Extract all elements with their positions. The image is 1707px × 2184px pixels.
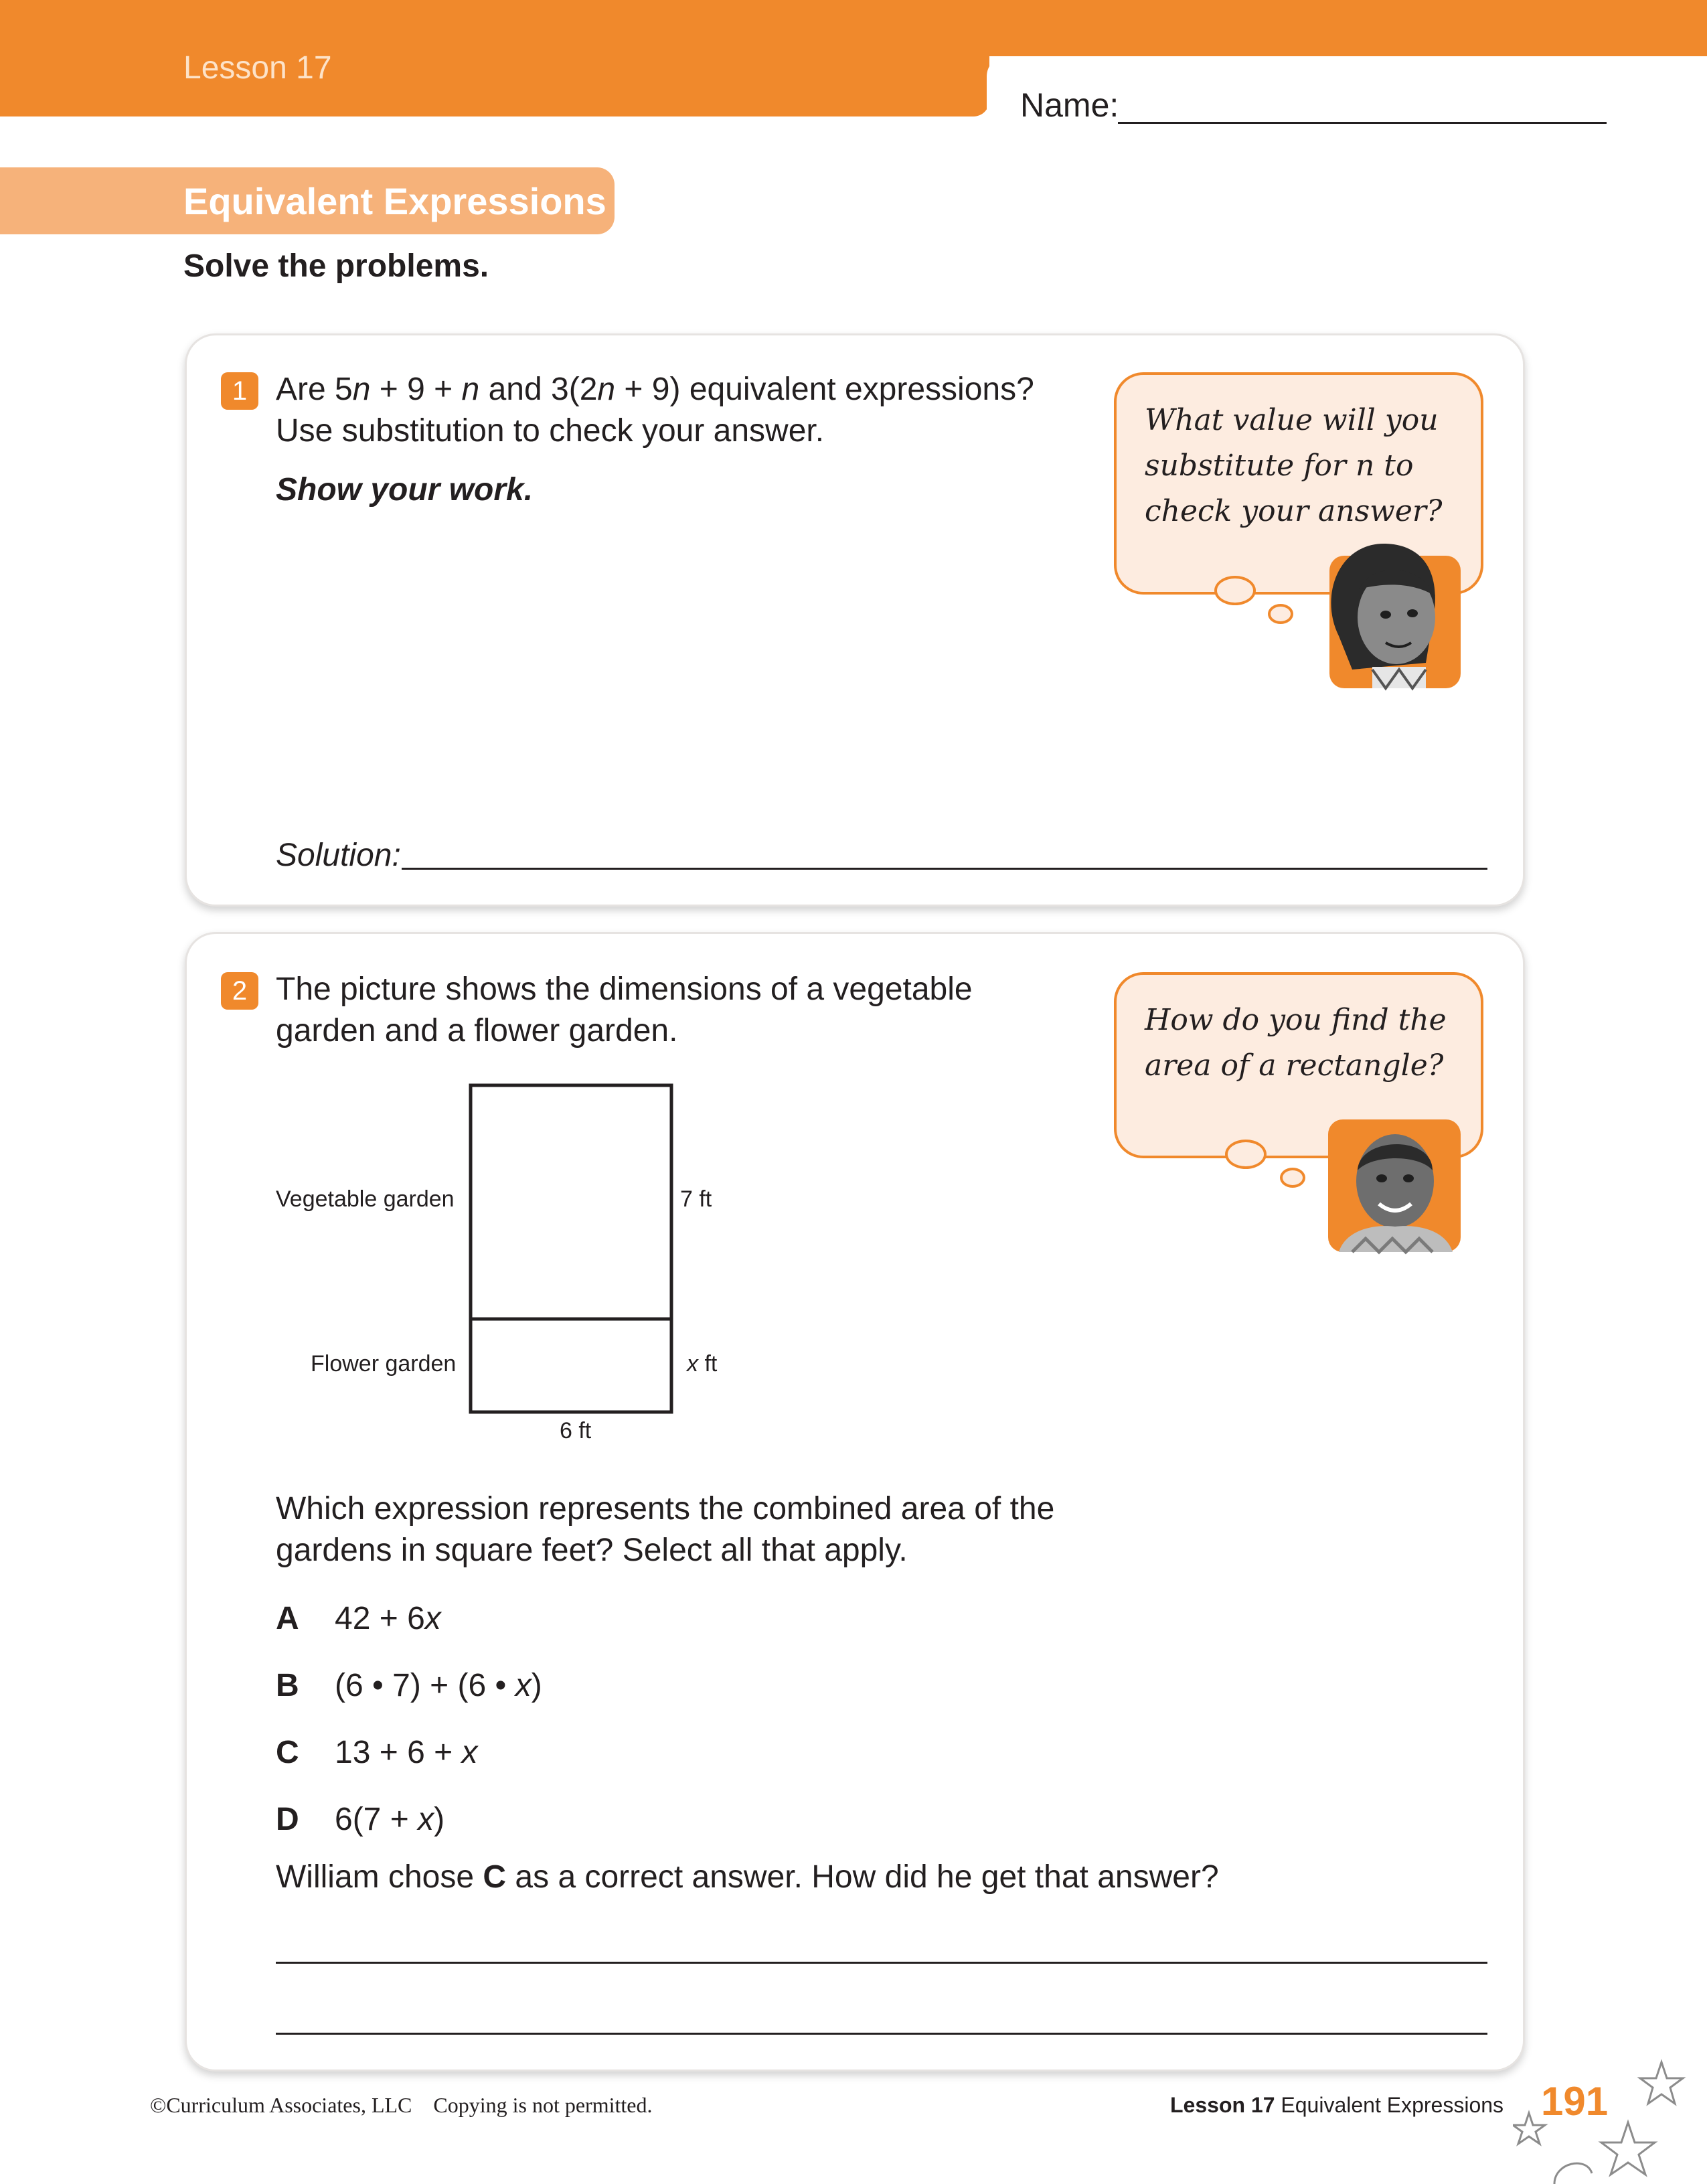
problem-2-intro-line-1: The picture shows the dimensions of a vegetable — [276, 971, 973, 1007]
thought-dot-small — [1280, 1168, 1305, 1188]
option-letter: B — [276, 1668, 299, 1703]
section-title: Equivalent Expressions — [183, 180, 606, 222]
thought-dot-large — [1225, 1140, 1267, 1169]
problem-1-question: Are 5n + 9 + n and 3(2n + 9) equivalent expressions? — [276, 372, 1034, 407]
name-field[interactable] — [1118, 122, 1607, 124]
option-letter: C — [276, 1735, 299, 1770]
option-expression: 13 + 6 + x — [335, 1735, 478, 1770]
answer-line-2[interactable] — [276, 2033, 1487, 2035]
answer-line-1[interactable] — [276, 1962, 1487, 1964]
instructions: Solve the problems. — [183, 248, 489, 284]
show-work-label: Show your work. — [276, 472, 534, 508]
thought-dot-large — [1214, 576, 1256, 605]
flower-garden-label: Flower garden — [311, 1351, 457, 1377]
boy-avatar-icon — [1325, 1117, 1463, 1255]
copyright-text: ©Curriculum Associates, LLC Copying is not permitted. — [150, 2093, 653, 2117]
vegetable-height-label: 7 ft — [680, 1186, 712, 1212]
problem-2-question-line-1: Which expression represents the combined area of the — [276, 1491, 1055, 1527]
option-expression: 42 + 6x — [335, 1601, 441, 1636]
name-label: Name: — [1020, 86, 1119, 124]
garden-outline — [471, 1085, 671, 1412]
lesson-tab — [0, 0, 989, 116]
option-letter: A — [276, 1601, 299, 1636]
hint-2-line-1: How do you find the — [1145, 1003, 1447, 1037]
hint-2-line-2: area of a rectangle? — [1145, 1048, 1444, 1083]
flower-height-label: x ft — [687, 1351, 718, 1377]
problem-2-question-line-2: gardens in square feet? Select all that apply. — [276, 1533, 908, 1568]
lesson-label: Lesson 17 — [183, 50, 332, 86]
solution-label: Solution: — [276, 838, 401, 873]
garden-diagram — [469, 1083, 676, 1414]
problem-2-intro-line-2: garden and a flower garden. — [276, 1013, 678, 1048]
problem-1-number: 1 — [221, 372, 258, 410]
hint-1-line-2: substitute for n to — [1145, 449, 1414, 483]
footer-lesson: Lesson 17 Equivalent Expressions — [1170, 2093, 1504, 2117]
page-number: 191 — [1541, 2079, 1609, 2124]
solution-answer-line[interactable] — [402, 868, 1487, 870]
vegetable-garden-label: Vegetable garden — [276, 1186, 455, 1212]
hint-1-line-3: check your answer? — [1145, 494, 1443, 528]
width-label: 6 ft — [560, 1418, 592, 1444]
followup-question: William chose C as a correct answer. How did he get that answer? — [276, 1859, 1219, 1895]
option-expression: (6 • 7) + (6 • x) — [335, 1668, 542, 1703]
hint-1-line-1: What value will you — [1145, 403, 1439, 437]
problem-1-instruction: Use substitution to check your answer. — [276, 413, 825, 449]
option-letter: D — [276, 1802, 299, 1837]
thought-dot-small — [1268, 604, 1293, 624]
option-expression: 6(7 + x) — [335, 1802, 445, 1837]
decorative-stars-icon — [1513, 2055, 1707, 2184]
girl-avatar-icon — [1299, 536, 1466, 691]
problem-2-number: 2 — [221, 972, 258, 1010]
